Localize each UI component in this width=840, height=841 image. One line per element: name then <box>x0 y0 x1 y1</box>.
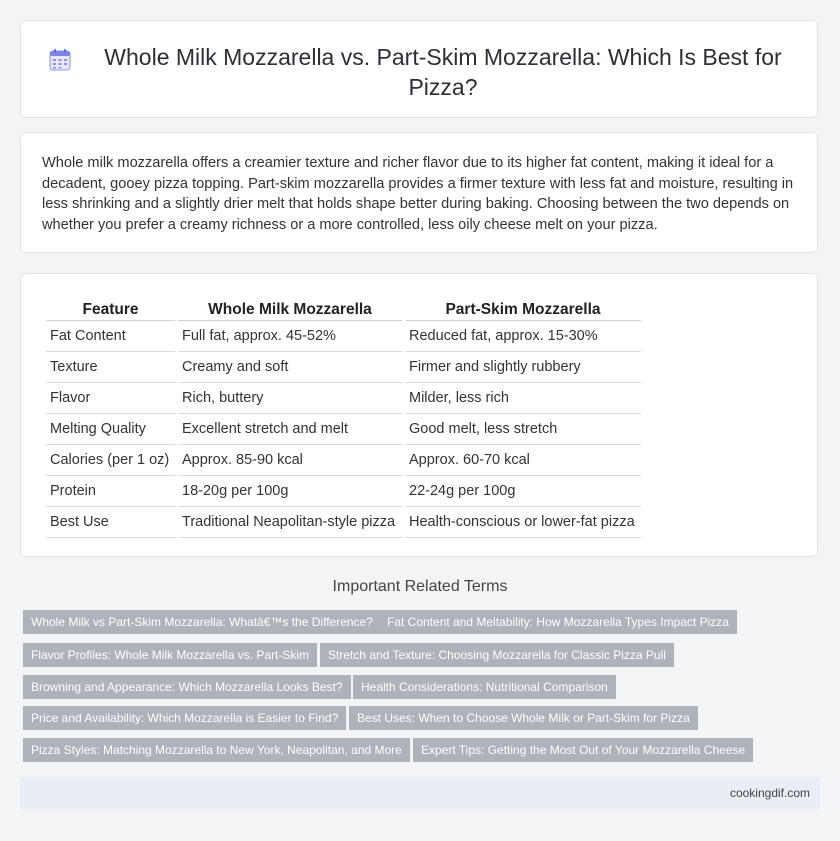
comparison-card <box>20 273 818 557</box>
table-cell: Approx. 85-90 kcal <box>178 445 402 476</box>
site-name: cookingdif.com <box>729 786 810 800</box>
table-cell: Calories (per 1 oz) <box>46 445 175 476</box>
related-term-link[interactable]: Price and Availability: Which Mozzarella is Easier to Find? <box>23 706 346 730</box>
table-row <box>46 476 641 507</box>
table-cell: Full fat, approx. 45-52% <box>178 321 402 352</box>
related-term-link[interactable]: Pizza Styles: Matching Mozzarella to New York, Neapolitan, and More <box>23 738 410 762</box>
table-header-row <box>46 295 641 321</box>
table-cell: Creamy and soft <box>178 352 402 383</box>
table-cell: Approx. 60-70 kcal <box>405 445 641 476</box>
related-term-link[interactable]: Whole Milk vs Part-Skim Mozzarella: Whatâ€™s the Difference? <box>23 610 381 634</box>
summary-card <box>20 132 818 253</box>
table-cell: Texture <box>46 352 175 383</box>
table-row <box>46 352 641 383</box>
column-header-feature: Feature <box>46 295 175 321</box>
comparison-table <box>43 295 644 538</box>
column-header-whole-milk: Whole Milk Mozzarella <box>178 295 402 321</box>
related-terms-heading: Important Related Terms <box>332 578 508 595</box>
calendar-icon <box>49 49 71 71</box>
table-cell: Firmer and slightly rubbery <box>405 352 641 383</box>
table-row <box>46 383 641 414</box>
page-title: Whole Milk Mozzarella vs. Part-Skim Mozzarella: Which Is Best for Pizza? <box>104 44 782 100</box>
table-row <box>46 321 641 352</box>
column-header-part-skim: Part-Skim Mozzarella <box>405 295 641 321</box>
footer <box>20 777 820 809</box>
related-term-link[interactable]: Health Considerations: Nutritional Comparison <box>353 675 616 699</box>
table-cell: Milder, less rich <box>405 383 641 414</box>
table-cell: Good melt, less stretch <box>405 414 641 445</box>
table-cell: Health-conscious or lower-fat pizza <box>405 507 641 538</box>
header-card <box>20 20 818 118</box>
related-term-link[interactable]: Flavor Profiles: Whole Milk Mozzarella vs. Part-Skim <box>23 643 317 667</box>
table-cell: Rich, buttery <box>178 383 402 414</box>
table-cell: Excellent stretch and melt <box>178 414 402 445</box>
related-term-link[interactable]: Expert Tips: Getting the Most Out of Your Mozzarella Cheese <box>413 738 753 762</box>
table-cell: Flavor <box>46 383 175 414</box>
table-row <box>46 445 641 476</box>
related-term-link[interactable]: Fat Content and Meltability: How Mozzarella Types Impact Pizza <box>379 610 737 634</box>
summary-text: Whole milk mozzarella offers a creamier texture and richer flavor due to its higher fat content, making it ideal for a decadent, gooey pizza topping. Part-skim mozzarella provides a firmer texture with less fat and moisture, resulting in less shrinking and a slightly drier melt that holds shape better during baking. Choosing between the two depends on whether you prefer a creamy richness or a more controlled, less oily cheese melt on your pizza. <box>42 155 794 233</box>
table-cell: 18-20g per 100g <box>178 476 402 507</box>
table-cell: Best Use <box>46 507 175 538</box>
related-term-link[interactable]: Browning and Appearance: Which Mozzarella Looks Best? <box>23 675 351 699</box>
related-term-link[interactable]: Best Uses: When to Choose Whole Milk or Part-Skim for Pizza <box>349 706 698 730</box>
table-row <box>46 414 641 445</box>
table-cell: Fat Content <box>46 321 175 352</box>
table-cell: Reduced fat, approx. 15-30% <box>405 321 641 352</box>
table-cell: Melting Quality <box>46 414 175 445</box>
table-cell: Protein <box>46 476 175 507</box>
table-cell: Traditional Neapolitan-style pizza <box>178 507 402 538</box>
table-row <box>46 507 641 538</box>
related-term-link[interactable]: Stretch and Texture: Choosing Mozzarella for Classic Pizza Pull <box>320 643 674 667</box>
table-cell: 22-24g per 100g <box>405 476 641 507</box>
